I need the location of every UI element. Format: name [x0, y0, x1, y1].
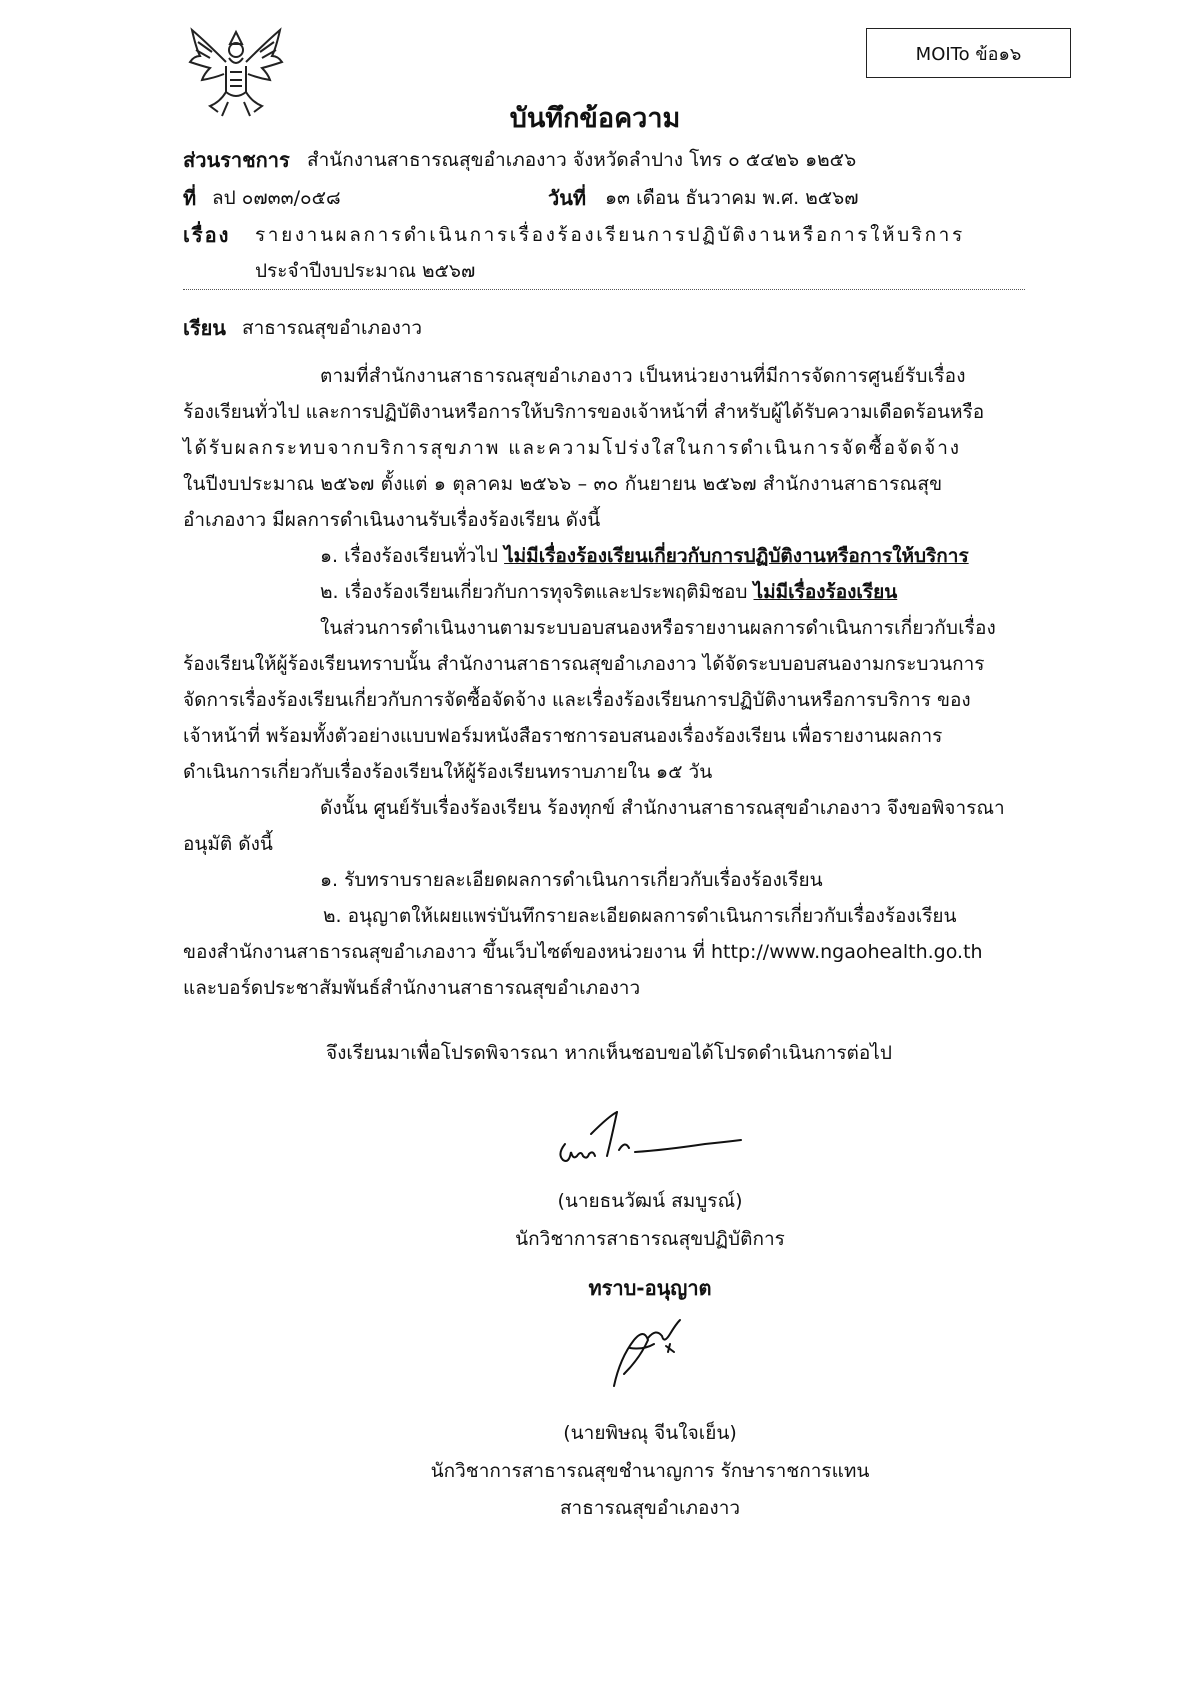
p3-line: อนุมัติ ดังนี้	[183, 833, 273, 855]
document-code-badge: MOITo ข้อ๑๖	[866, 28, 1071, 78]
item-2-result: ไม่มีเรื่องร้องเรียน	[753, 581, 898, 603]
salutation-label: เรียน	[183, 316, 226, 340]
p2-line: ดำเนินการเกี่ยวกับเรื่องร้องเรียนให้ผู้ร้องเรียนทราบภายใน ๑๕ วัน	[183, 761, 713, 783]
paragraph-background	[183, 358, 1053, 1006]
p1-line: ร้องเรียนทั่วไป และการปฏิบัติงานหรือการให้บริการของเจ้าหน้าที่ สำหรับผู้ได้รับความเดือดร้อนหรือ	[183, 401, 985, 423]
p1-line: ในปีงบประมาณ ๒๕๖๗ ตั้งแต่ ๑ ตุลาคม ๒๕๖๖ – ๓๐ กันยายน ๒๕๖๗ สำนักงานสาธารณสุข	[183, 473, 943, 495]
request-item-2: ๒. อนุญาตให้เผยแพร่บันทึกรายละเอียดผลการดำเนินการเกี่ยวกับเรื่องร้องเรียน	[323, 905, 957, 927]
p2-line: จัดการเรื่องร้องเรียนเกี่ยวกับการจัดซื้อจัดจ้าง และเรื่องร้องเรียนการปฏิบัติงานหรือการบริการ ของ	[183, 689, 971, 711]
p3-line: ดังนั้น ศูนย์รับเรื่องร้องเรียน ร้องทุกข์ สำนักงานสาธารณสุขอำเภองาว จึงขอพิจารณา	[320, 797, 1005, 819]
p2-line: ร้องเรียนให้ผู้ร้องเรียนทราบนั้น สำนักงานสาธารณสุขอำเภองาว ได้จัดระบบอบสนองามกระบวนการ	[183, 653, 985, 675]
complaint-item-1: ๑. เรื่องร้องเรียนทั่วไป ไม่มีเรื่องร้องเรียนเกี่ยวกับการปฏิบัติงานหรือการให้บริการ	[320, 545, 969, 567]
document-title: บันทึกข้อความ	[509, 103, 681, 134]
p2-line: ในส่วนการดำเนินงานตามระบบอบสนองหรือรายงานผลการดำเนินการเกี่ยวกับเรื่อง	[320, 617, 996, 639]
subject-line-1: รายงานผลการดำเนินการเรื่องร้องเรียนการปฏิบัติงานหรือการให้บริการ	[255, 224, 965, 246]
signer-2-position-2: สาธารณสุขอำเภองาว	[559, 1497, 741, 1519]
header-divider	[183, 289, 1025, 290]
request-item-2-cont: ของสำนักงานสาธารณสุขอำเภองาว ขึ้นเว็บไซต์ของหน่วยงาน ที่ http://www.ngaohealth.go.th	[183, 941, 983, 963]
ref-label: ที่	[183, 186, 197, 210]
p1-line: ตามที่สำนักงานสาธารณสุขอำเภองาว เป็นหน่วยงานที่มีการจัดการศูนย์รับเรื่อง	[320, 365, 966, 387]
salutation-value: สาธารณสุขอำเภองาว	[242, 317, 423, 339]
p1-line: ได้รับผลกระทบจากบริการสุขภาพ และความโปร่งใสในการดำเนินการจัดซื้อจัดจ้าง	[183, 437, 961, 459]
signer-1-name: (นายธนวัฒน์ สมบูรณ์)	[557, 1190, 743, 1212]
p1-line: อำเภองาว มีผลการดำเนินงานรับเรื่องร้องเรียน ดังนี้	[183, 509, 601, 531]
request-item-2-cont: และบอร์ดประชาสัมพันธ์สำนักงานสาธารณสุขอำเภองาว	[183, 977, 641, 999]
date-label: วันที่	[548, 186, 587, 210]
signature-2	[604, 1318, 694, 1390]
complaint-item-2: ๒. เรื่องร้องเรียนเกี่ยวกับการทุจริตและประพฤติมิชอบ ไม่มีเรื่องร้องเรียน	[320, 581, 898, 603]
approval-label: ทราบ-อนุญาต	[588, 1276, 712, 1300]
subject-label: เรื่อง	[183, 223, 231, 247]
signature-1	[555, 1110, 755, 1170]
signer-2-position: นักวิชาการสาธารณสุขชำนาญการ รักษาราชการแทน	[430, 1460, 870, 1482]
date-value: ๑๓ เดือน ธันวาคม พ.ศ. ๒๕๖๗	[605, 187, 859, 209]
item-1-result: ไม่มีเรื่องร้องเรียนเกี่ยวกับการปฏิบัติงานหรือการให้บริการ	[504, 545, 969, 567]
agency-label: ส่วนราชการ	[183, 148, 290, 172]
signer-2-name: (นายพิษณุ จีนใจเย็น)	[563, 1422, 737, 1444]
closing-line: จึงเรียนมาเพื่อโปรดพิจารณา หากเห็นชอบขอได้โปรดดำเนินการต่อไป	[326, 1042, 892, 1064]
request-item-1: ๑. รับทราบรายละเอียดผลการดำเนินการเกี่ยวกับเรื่องร้องเรียน	[320, 869, 823, 891]
subject-line-2: ประจำปีงบประมาณ ๒๕๖๗	[255, 260, 476, 282]
ref-value: ลป ๐๗๓๓/๐๕๘	[212, 187, 341, 209]
p2-line: เจ้าหน้าที่ พร้อมทั้งตัวอย่างแบบฟอร์มหนังสือราชการอบสนองเรื่องร้องเรียน เพื่อรายงานผลการ	[183, 725, 943, 747]
signer-1-position: นักวิชาการสาธารณสุขปฏิบัติการ	[515, 1228, 785, 1250]
agency-value: สำนักงานสาธารณสุขอำเภองาว จังหวัดลำปาง โทร ๐ ๕๔๒๖ ๑๒๕๖	[307, 149, 857, 171]
